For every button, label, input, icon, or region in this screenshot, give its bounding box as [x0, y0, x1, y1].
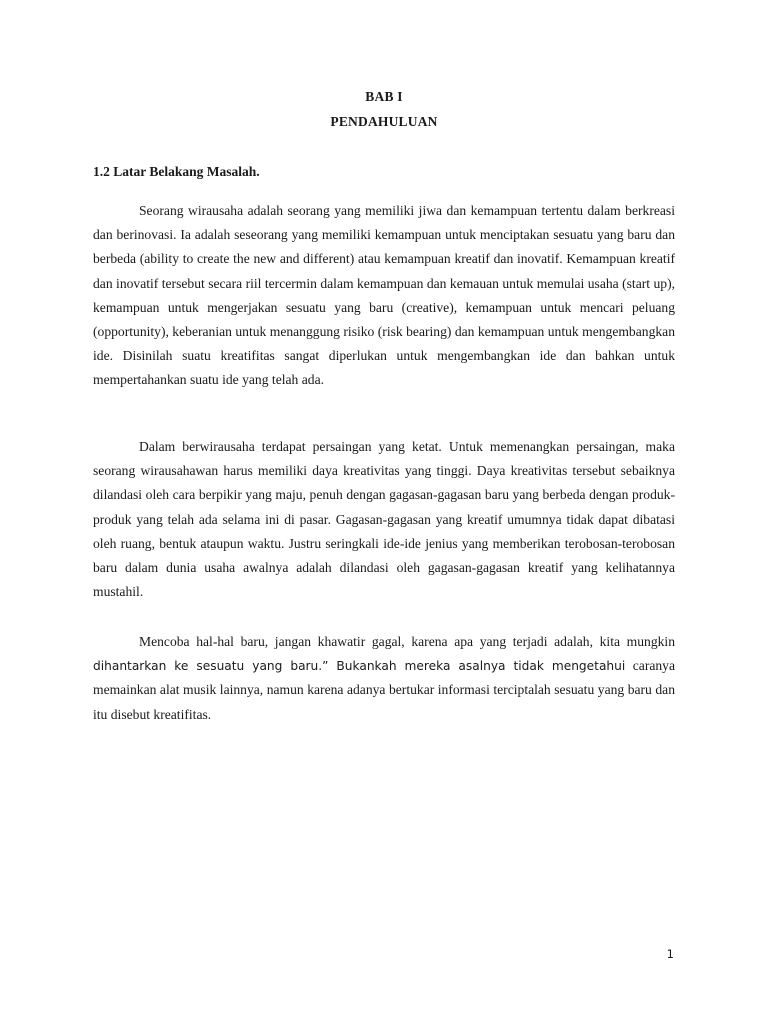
paragraph-2: Dalam berwirausaha terdapat persaingan yang ketat. Untuk memenangkan persaingan, maka seorang wirausahawan harus memiliki daya kreativitas yang tinggi. Daya kreativitas tersebut sebaiknya dilandasi oleh cara berpikir yang maju, penuh dengan gagasan-gagasan baru yang berbeda dengan produk-produk yang telah ada selama ini di pasar. Gagasan-gagasan yang kreatif umumnya tidak dapat dibatasi oleh ruang, bentuk ataupun waktu. Justru seringkali ide-ide jenius yang memberikan terobosan-terobosan baru dalam dunia usaha awalnya adalah dilandasi oleh gagasan-gagasan kreatif yang kelihatannya mustahil.: [93, 439, 675, 600]
paragraph-3: [93, 630, 675, 727]
paragraph-3-part-2: dihantarkan ke sesuatu yang baru.” Bukankah mereka asalnya tidak mengetahui: [93, 659, 626, 674]
chapter-title: PENDAHULUAN: [330, 114, 438, 129]
section-heading: 1.2 Latar Belakang Masalah.: [93, 164, 260, 179]
paragraph-1: Seorang wirausaha adalah seorang yang memiliki jiwa dan kemampuan tertentu dalam berkreasi dan berinovasi. Ia adalah seseorang yang memiliki kemampuan untuk menciptakan sesuatu yang baru dan berbeda (ability to create the new and different) atau kemampuan kreatif dan inovatif. Kemampuan kreatif dan inovatif tersebut secara riil tercermin dalam kemampuan dan kemauan untuk memulai usaha (start up), kemampuan untuk mengerjakan sesuatu yang baru (creative), kemampuan untuk mencari peluang (opportunity), keberanian untuk menanggung risiko (risk bearing) dan kemampuan untuk mengembangkan ide. Disinilah suatu kreatifitas sangat diperlukan untuk mengembangkan ide dan bahkan untuk mempertahankan suatu ide yang telah ada.: [93, 203, 675, 388]
page-number: 1: [666, 947, 674, 961]
chapter-number: BAB I: [365, 89, 403, 104]
paragraph-3-part-3: caranya memainkan alat musik lainnya, namun karena adanya bertukar informasi terciptalah sesuatu yang baru dan itu disebut kreatifitas.: [93, 658, 676, 722]
paragraph-3-part-1: Mencoba hal-hal baru, jangan khawatir gagal, karena apa yang terjadi adalah, kita mungkin: [139, 634, 675, 649]
